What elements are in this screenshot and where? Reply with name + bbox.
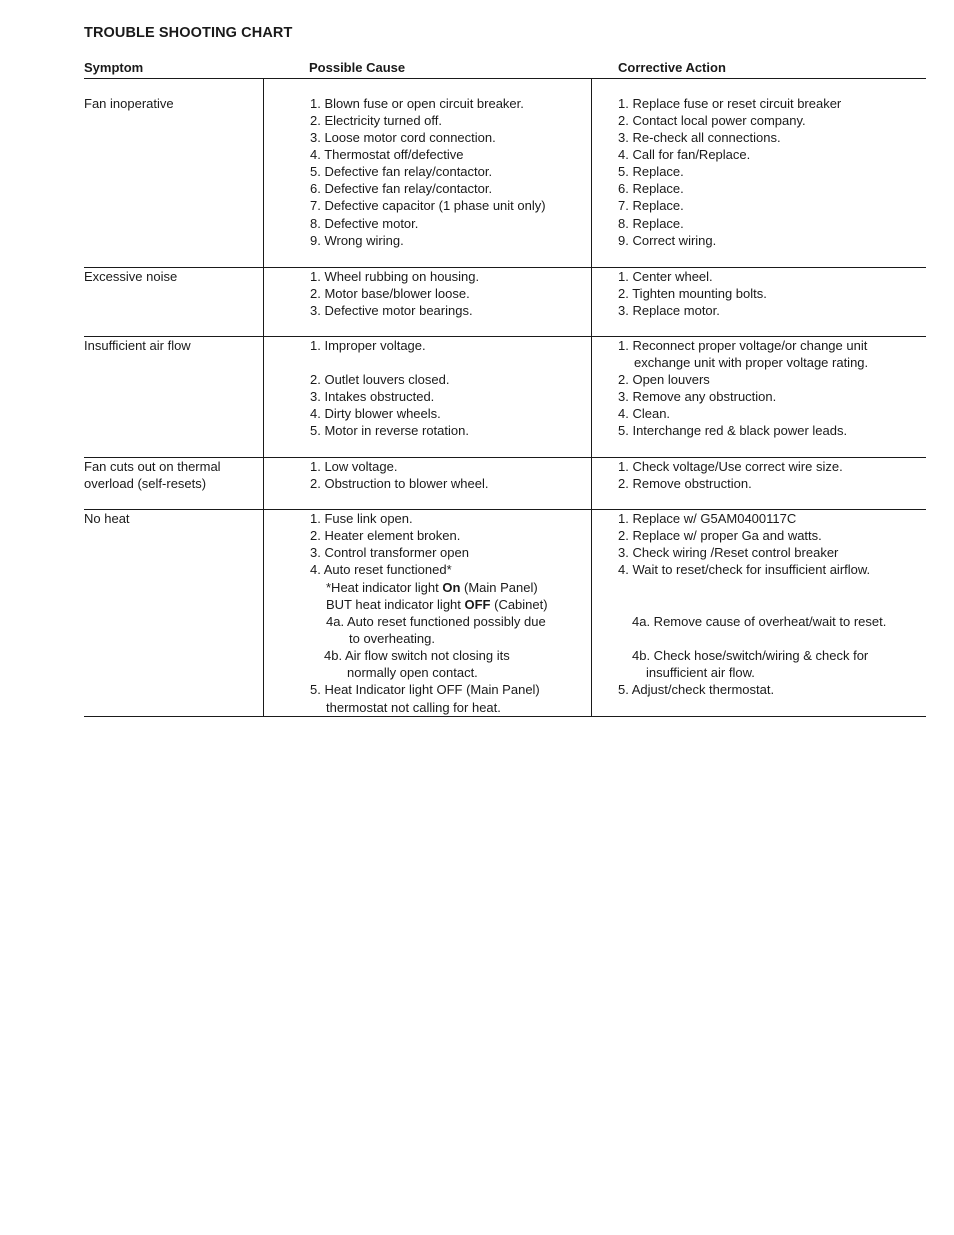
symptom-text: No heat — [84, 511, 130, 526]
cause-cell — [263, 337, 592, 457]
chart-title: TROUBLE SHOOTING CHART — [84, 25, 293, 41]
table-header — [84, 60, 926, 79]
cause-bold-text: OFF — [464, 597, 491, 612]
header-corrective-action: Corrective Action — [618, 60, 726, 75]
cause-cell — [263, 510, 592, 716]
action-line: 5. Interchange red & black power leads. — [618, 423, 848, 438]
symptom-text: Fan cuts out on thermal — [84, 459, 221, 474]
action-line: 4b. Check hose/switch/wiring & check for — [632, 648, 869, 663]
cause-line: 1. Low voltage. — [310, 459, 398, 474]
table-row — [84, 79, 926, 268]
cause-line: 3. Control transformer open — [310, 545, 469, 560]
cause-bold-text: On — [442, 580, 461, 595]
header-symptom: Symptom — [84, 60, 144, 75]
cause-text: *Heat indicator light — [326, 580, 443, 595]
symptom-text: Insufficient air flow — [84, 338, 191, 353]
action-line: 4. Wait to reset/check for insufficient airflow. — [618, 562, 871, 577]
action-line: 5. Replace. — [618, 164, 684, 179]
symptom-cell — [84, 458, 259, 509]
action-line: 4. Call for fan/Replace. — [618, 147, 751, 162]
header-possible-cause: Possible Cause — [309, 60, 406, 75]
cause-cell — [263, 268, 592, 336]
action-cell — [591, 458, 927, 509]
action-line: 2. Contact local power company. — [618, 113, 806, 128]
action-line: 4. Clean. — [618, 406, 671, 421]
action-line: 7. Replace. — [618, 198, 684, 213]
cause-line: 1. Fuse link open. — [310, 511, 413, 526]
table-row — [84, 337, 926, 458]
cause-text: (Main Panel) — [460, 580, 538, 595]
action-cell — [591, 268, 927, 336]
action-line: 5. Adjust/check thermostat. — [618, 682, 775, 697]
action-line: 2. Open louvers — [618, 372, 710, 387]
action-cell — [591, 337, 927, 457]
cause-line: 1. Wheel rubbing on housing. — [310, 269, 480, 284]
cause-cell — [263, 458, 592, 509]
cause-line: 4. Auto reset functioned* — [310, 562, 452, 577]
action-line: 3. Replace motor. — [618, 303, 720, 318]
cause-line: 1. Improper voltage. — [310, 338, 426, 353]
cause-line — [326, 596, 548, 613]
action-line: 1. Replace fuse or reset circuit breaker — [618, 96, 842, 111]
action-line: 4a. Remove cause of overheat/wait to reset. — [632, 614, 887, 629]
action-line: 2. Remove obstruction. — [618, 476, 752, 491]
action-line: 3. Re-check all connections. — [618, 130, 781, 145]
cause-line: 7. Defective capacitor (1 phase unit only) — [310, 198, 546, 213]
cause-line: 2. Motor base/blower loose. — [310, 286, 470, 301]
cause-line: 2. Heater element broken. — [310, 528, 461, 543]
cause-line: 4a. Auto reset functioned possibly due — [326, 614, 546, 629]
trouble-shooting-table — [84, 60, 926, 717]
cause-line: 3. Defective motor bearings. — [310, 303, 473, 318]
symptom-cell — [84, 510, 259, 716]
cause-line: 9. Wrong wiring. — [310, 233, 404, 248]
cause-line: 5. Motor in reverse rotation. — [310, 423, 469, 438]
action-cell — [591, 79, 927, 267]
cause-cell — [263, 79, 592, 267]
table-row — [84, 510, 926, 717]
cause-line: 1. Blown fuse or open circuit breaker. — [310, 96, 524, 111]
symptom-text: Fan inoperative — [84, 96, 174, 111]
symptom-text: Excessive noise — [84, 269, 178, 284]
action-line: insufficient air flow. — [646, 665, 755, 680]
action-line: 1. Replace w/ G5AM0400117C — [618, 511, 797, 526]
action-line: 2. Replace w/ proper Ga and watts. — [618, 528, 822, 543]
cause-line: 8. Defective motor. — [310, 216, 419, 231]
cause-line: 2. Electricity turned off. — [310, 113, 442, 128]
action-line: 3. Check wiring /Reset control breaker — [618, 545, 839, 560]
action-line: 9. Correct wiring. — [618, 233, 717, 248]
action-cell — [591, 510, 927, 716]
cause-line: 4. Dirty blower wheels. — [310, 406, 441, 421]
action-line: 1. Center wheel. — [618, 269, 713, 284]
cause-line: 3. Intakes obstructed. — [310, 389, 435, 404]
cause-text: BUT heat indicator light — [326, 597, 465, 612]
cause-line: normally open contact. — [347, 665, 478, 680]
cause-line: 3. Loose motor cord connection. — [310, 130, 496, 145]
cause-line: to overheating. — [349, 631, 436, 646]
symptom-cell — [84, 79, 259, 267]
cause-line: 2. Outlet louvers closed. — [310, 372, 450, 387]
action-line: 6. Replace. — [618, 181, 684, 196]
action-line: 3. Remove any obstruction. — [618, 389, 777, 404]
cause-line: 5. Defective fan relay/contactor. — [310, 164, 493, 179]
table-row — [84, 458, 926, 510]
symptom-cell — [84, 337, 259, 457]
action-line: 2. Tighten mounting bolts. — [618, 286, 767, 301]
table-row — [84, 268, 926, 337]
cause-line: 4b. Air flow switch not closing its — [324, 648, 510, 663]
cause-line: thermostat not calling for heat. — [326, 700, 501, 715]
action-line: 1. Check voltage/Use correct wire size. — [618, 459, 843, 474]
cause-line: 6. Defective fan relay/contactor. — [310, 181, 493, 196]
cause-line: 4. Thermostat off/defective — [310, 147, 464, 162]
action-line: exchange unit with proper voltage rating. — [634, 355, 869, 370]
cause-line: 2. Obstruction to blower wheel. — [310, 476, 489, 491]
symptom-text: overload (self-resets) — [84, 476, 207, 491]
cause-line: 5. Heat Indicator light OFF (Main Panel) — [310, 682, 540, 697]
action-line: 1. Reconnect proper voltage/or change unit — [618, 338, 868, 353]
action-line: 8. Replace. — [618, 216, 684, 231]
symptom-cell — [84, 268, 259, 336]
cause-line — [326, 579, 538, 596]
cause-text: (Cabinet) — [490, 597, 548, 612]
